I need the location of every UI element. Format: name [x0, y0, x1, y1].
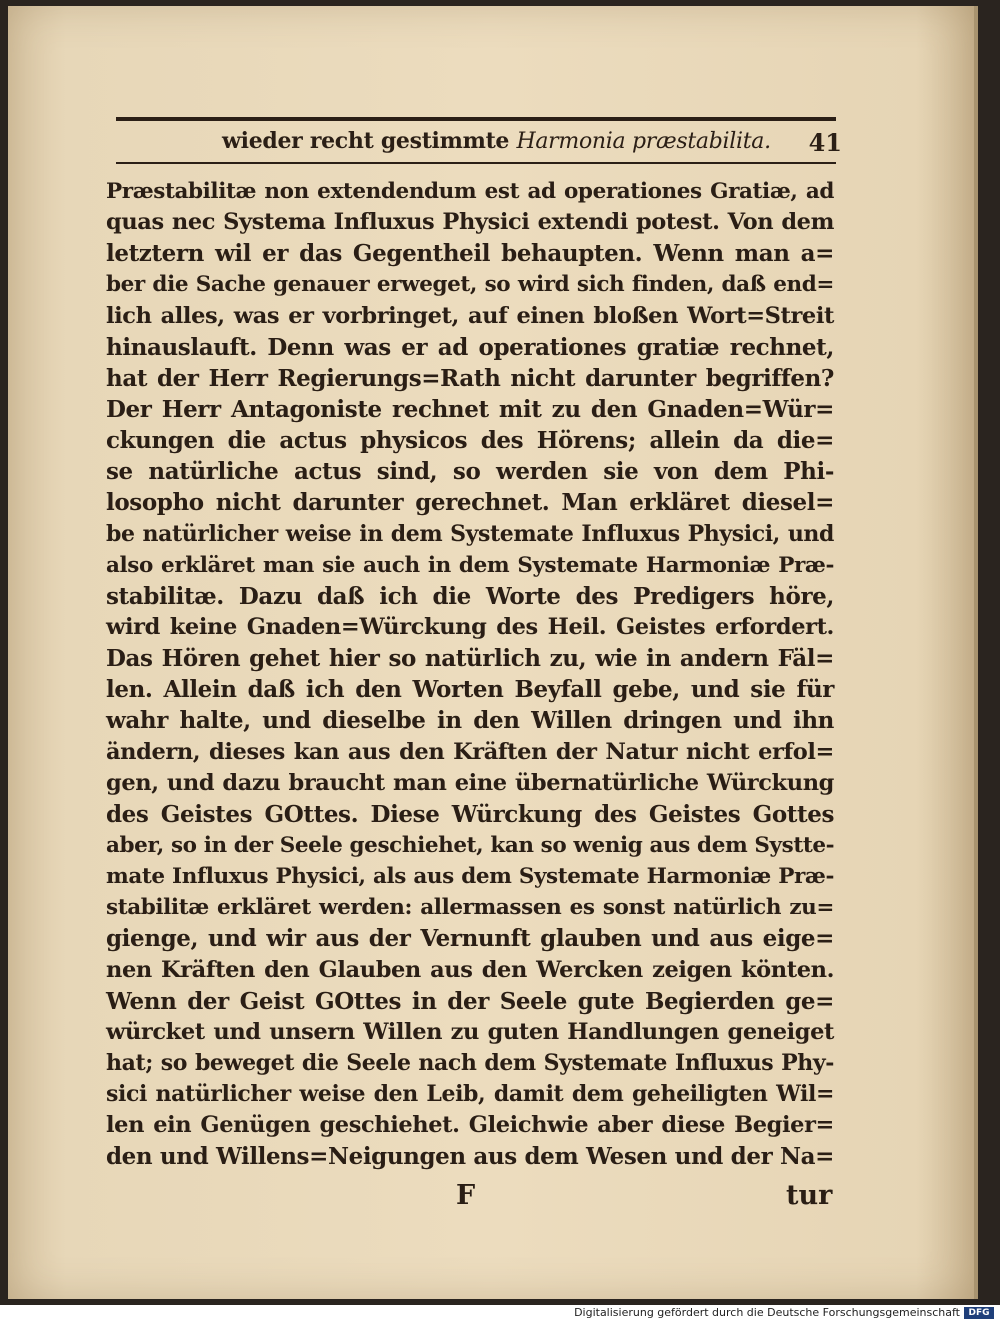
text-line: ändern, dieses kan aus den Kräften der Natur nicht erfol= [106, 738, 834, 765]
text-line: wird keine Gnaden=Würckung des Heil. Geistes erfordert. [106, 613, 834, 640]
footer-bar [0, 1305, 1000, 1321]
text-line: hinauslauft. Denn was er ad operationes gratiæ rechnet, [106, 333, 834, 361]
text-line: ber die Sache genauer erweget, so wird sich finden, daß end= [106, 272, 834, 298]
text-line: Præstabilitæ non extendendum est ad operationes Gratiæ, ad [106, 179, 834, 204]
body-text [106, 176, 834, 1173]
text-line: also erkläret man sie auch in dem Systemate Harmoniæ Præ- [106, 552, 834, 578]
text-line: Der Herr Antagoniste rechnet mit zu den Gnaden=Wür= [106, 395, 834, 423]
header-rule-bottom [116, 162, 836, 164]
text-line: lich alles, was er vorbringet, auf einen bloßen Wort=Streit [106, 302, 834, 329]
text-line: sici natürlicher weise den Leib, damit dem geheiligten Wil= [106, 1081, 834, 1108]
text-line: den und Willens=Neigungen aus dem Wesen und der Na= [106, 1143, 834, 1171]
running-head-italic: Harmonia præstabilita. [516, 129, 771, 154]
page-edge [974, 6, 978, 1299]
text-line: losopho nicht darunter gerechnet. Man erkläret diesel= [106, 489, 834, 517]
dfg-logo: DFG [964, 1307, 994, 1319]
text-line: gen, und dazu braucht man eine übernatürliche Würckung [106, 769, 834, 796]
text-line: se natürliche actus sind, so werden sie von dem Phi- [106, 458, 834, 486]
text-line: Wenn der Geist GOttes in der Seele gute Begierden ge= [106, 987, 834, 1015]
text-line: len ein Genügen geschiehet. Gleichwie aber diese Begier= [106, 1112, 834, 1139]
text-line: mate Influxus Physici, als aus dem Systemate Harmoniæ Præ- [106, 864, 834, 890]
text-line: letztern wil er das Gegentheil behaupten. Wenn man a= [106, 240, 834, 268]
funding-credit: Digitalisierung gefördert durch die Deutsche Forschungsgemeinschaft [574, 1306, 960, 1319]
text-line: hat; so beweget die Seele nach dem Systemate Influxus Phy- [106, 1049, 834, 1076]
running-header [222, 128, 842, 162]
text-line: stabilitæ erkläret werden: allermassen es sonst natürlich zu= [106, 895, 834, 921]
text-line: nen Kräften den Glauben aus den Wercken zeigen könten. [106, 956, 834, 983]
text-line: wahr halte, und dieselbe in den Willen dringen und ihn [106, 707, 834, 735]
text-line: würcket und unsern Willen zu guten Handlungen geneiget [106, 1018, 834, 1045]
text-line: be natürlicher weise in dem Systemate Influxus Physici, und [106, 520, 834, 547]
text-line: len. Allein daß ich den Worten Beyfall gebe, und sie für [106, 676, 834, 704]
page-number: 41 [808, 128, 842, 157]
text-line: Das Hören gehet hier so natürlich zu, wie in andern Fäl= [106, 645, 834, 673]
text-line: aber, so in der Seele geschiehet, kan so wenig aus dem Systte- [106, 832, 835, 858]
text-line: gienge, und wir aus der Vernunft glauben und aus eige= [106, 925, 834, 953]
running-head-fraktur: wieder recht gestimmte [222, 128, 510, 154]
text-line: ckungen die actus physicos des Hörens; allein da die= [106, 427, 834, 455]
text-line: des Geistes GOttes. Diese Würckung des Geistes Gottes [106, 800, 834, 828]
running-head [222, 128, 771, 154]
signature-mark: F [456, 1180, 476, 1211]
text-line: stabilitæ. Dazu daß ich die Worte des Predigers höre, [106, 582, 834, 610]
text-line: hat der Herr Regierungs=Rath nicht darunter begriffen? [106, 364, 834, 392]
catchword: tur [786, 1180, 833, 1211]
text-line: quas nec Systema Influxus Physici extendi potest. Von dem [106, 209, 834, 236]
header-rule-top [116, 117, 836, 121]
